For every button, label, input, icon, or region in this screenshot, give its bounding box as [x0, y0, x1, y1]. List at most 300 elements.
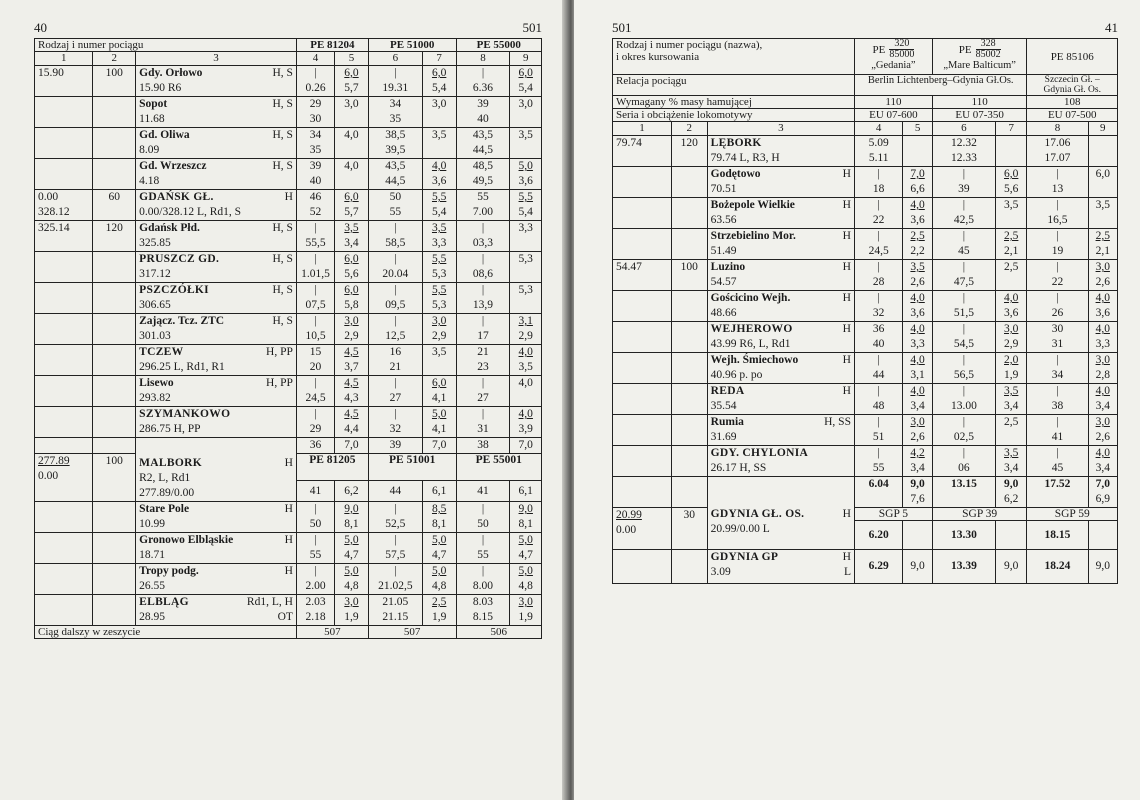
value-bottom: 3,5: [518, 361, 533, 373]
value-bottom: 57,5: [385, 549, 406, 561]
value-bottom: 3,3: [431, 237, 447, 249]
value-top: 4,5: [344, 408, 359, 420]
loco-value: EU 07-350: [932, 109, 1027, 122]
station-name: PSZCZÓŁKI: [139, 284, 209, 296]
timetable-right: [612, 38, 1118, 584]
value-bottom: 3,4: [1095, 462, 1110, 474]
time-cell: [854, 198, 902, 229]
value-bottom: 2,5: [1004, 416, 1019, 428]
left-page: [0, 0, 566, 800]
station-km: 54.57: [710, 276, 737, 288]
time-cell: [1027, 322, 1088, 353]
table-row: [35, 345, 542, 376]
speed-limit-cell: [93, 345, 136, 376]
time-cell: [368, 407, 422, 438]
station-name: Bożepole Wielkie: [710, 199, 795, 211]
loco-value: EU 07-500: [1027, 109, 1118, 122]
brake-mass-value: 110: [932, 96, 1027, 109]
speed-cell: [903, 477, 932, 508]
value-bottom: 12,5: [385, 330, 406, 342]
speed-cell: [1088, 260, 1118, 291]
value-bottom: 3,6: [518, 175, 533, 187]
speed-cell: [995, 260, 1027, 291]
station-cell: [707, 260, 854, 291]
speed-cell: [335, 407, 369, 438]
right-page: [574, 0, 1140, 800]
speed-cell: [903, 291, 932, 322]
km-cell: [35, 407, 93, 438]
train-number: PE 81205: [296, 454, 368, 481]
speed-cell: [510, 564, 542, 595]
station-name: Gościcino Wejh.: [710, 292, 791, 304]
speed-limit-cell: [93, 533, 136, 564]
station-name: Gd. Oliwa: [139, 129, 190, 141]
station-marks: H: [842, 354, 851, 366]
label-line: Rodzaj i numer pociągu (nazwa),: [616, 39, 763, 51]
value-top: 6,0: [344, 67, 359, 79]
value-bottom: 3,5: [1004, 199, 1019, 211]
value-bottom: 29: [309, 423, 322, 435]
speed-limit-cell: [93, 314, 136, 345]
station-marks: H, S: [272, 222, 293, 234]
value-top: 3,5: [344, 222, 359, 234]
station-name: MALBORK: [139, 457, 202, 469]
station-cell: [707, 136, 854, 167]
station-cell: [136, 314, 297, 345]
station-marks: L: [843, 566, 851, 578]
value-top: 50: [389, 191, 402, 203]
speed-cell: 6,1: [422, 481, 456, 502]
train-number: PE 55001: [456, 454, 541, 481]
value-top: |: [1056, 354, 1059, 366]
value-bottom: 4,7: [518, 549, 533, 561]
km-value: 20.99: [616, 509, 642, 521]
column-number: 8: [1027, 122, 1088, 136]
time-cell: [854, 136, 902, 167]
speed-cell: [422, 314, 456, 345]
value-top: |: [1056, 447, 1059, 459]
time-cell: [932, 229, 995, 260]
speed-cell: [422, 221, 456, 252]
speed-cell: [335, 66, 369, 97]
value-top: 2,5: [431, 596, 447, 608]
station-cell: [707, 550, 854, 584]
value-top: 48,5: [472, 160, 494, 172]
time-cell: [368, 252, 422, 283]
value-bottom: 3,6: [1004, 307, 1019, 319]
value-top: |: [314, 408, 317, 420]
value-top: |: [481, 222, 485, 234]
value-bottom: 52: [309, 206, 322, 218]
value-top: |: [481, 565, 485, 577]
column-number: 7: [422, 52, 456, 66]
km-value: 328.12: [38, 206, 70, 218]
value-bottom: 03,3: [472, 237, 494, 249]
value-bottom: 30: [309, 113, 322, 125]
km-cell: [35, 128, 93, 159]
value-bottom: 32: [389, 423, 402, 435]
value-top: 6,0: [344, 284, 359, 296]
table-row: [613, 384, 1118, 415]
speed-cell: [335, 221, 369, 252]
speed-limit-cell: [93, 564, 136, 595]
value-bottom: 7,6: [910, 493, 925, 505]
speed-cell: [995, 446, 1027, 477]
km-cell: [613, 508, 672, 550]
value-bottom: 5,4: [518, 82, 533, 94]
station-km: 15.90 R6: [139, 82, 182, 94]
time-cell: [456, 159, 510, 190]
value-bottom: 1,9: [431, 611, 447, 623]
value-bottom: 41: [1051, 431, 1064, 443]
speed-limit-cell: [93, 252, 136, 283]
value-top: |: [1056, 292, 1059, 304]
time-cell: [368, 376, 422, 407]
time-cell: [932, 477, 995, 508]
km-cell: [35, 595, 93, 626]
speed-cell: [995, 353, 1027, 384]
value-top: 2,5: [1004, 230, 1019, 242]
value-bottom: 2,6: [910, 276, 925, 288]
column-number: 6: [932, 122, 995, 136]
speed-cell: [903, 229, 932, 260]
value-bottom: 5,7: [344, 82, 359, 94]
value-top: |: [962, 292, 966, 304]
value-bottom: 38: [1051, 400, 1064, 412]
section-number: 501: [612, 20, 632, 35]
value-top: 6.04: [868, 478, 889, 490]
value-bottom: 3,4: [1004, 400, 1019, 412]
station-name: LĘBORK: [710, 137, 762, 149]
value-bottom: 4,1: [431, 392, 447, 404]
column-number: 5: [903, 122, 932, 136]
time-cell: [1027, 260, 1088, 291]
station-marks: H, S: [272, 160, 293, 172]
value-top: 6,0: [344, 253, 359, 265]
speed-cell: [335, 190, 369, 221]
value-bottom: 6,9: [1095, 493, 1110, 505]
speed-cell: [510, 128, 542, 159]
value-top: 5,0: [518, 565, 533, 577]
value-bottom: 19: [1051, 245, 1064, 257]
speed-limit-cell: [671, 415, 707, 446]
value-bottom: 3,5: [431, 129, 447, 141]
train-number: PE 51001: [368, 454, 456, 481]
value-top: |: [394, 534, 397, 546]
value-top: 29: [309, 98, 322, 110]
speed-cell: [903, 198, 932, 229]
time-cell: [456, 66, 510, 97]
time-cell: [296, 66, 334, 97]
value-bottom: 21.15: [382, 611, 409, 623]
value-bottom: 35: [309, 144, 322, 156]
station-cell: [707, 353, 854, 384]
time-cell: [296, 314, 334, 345]
value-top: 3,5: [431, 222, 447, 234]
km-cell: [35, 502, 93, 533]
value-top: 6,0: [518, 67, 533, 79]
time-cell: [296, 97, 334, 128]
train-prefix: PE: [872, 43, 886, 56]
speed-cell: [335, 533, 369, 564]
time-cell: [1027, 353, 1088, 384]
station-km: 293.82: [139, 392, 171, 404]
table-row: [613, 415, 1118, 446]
value-top: |: [314, 503, 317, 515]
time-cell: [932, 446, 995, 477]
value-bottom: 55: [477, 549, 489, 561]
value-top: |: [481, 284, 485, 296]
value-top: 39: [477, 98, 489, 110]
time-cell: [854, 477, 902, 508]
time-cell: [932, 167, 995, 198]
value-bottom: 40: [872, 338, 885, 350]
value-top: |: [962, 447, 966, 459]
time-cell: [368, 283, 422, 314]
time-cell: [296, 502, 334, 533]
speed-cell: [510, 533, 542, 564]
value-top: |: [962, 385, 966, 397]
time-cell: [456, 345, 510, 376]
station-name: GDYNIA GŁ. OS.: [710, 508, 805, 520]
value-bottom: 5,3: [518, 284, 533, 296]
value-bottom: 47,5: [953, 276, 974, 288]
value-bottom: 3,4: [344, 237, 359, 249]
station-name: Zającz. Tcz. ZTC: [139, 315, 225, 327]
station-name: Tropy podg.: [139, 565, 199, 577]
time-cell: [296, 564, 334, 595]
value-bottom: 8.15: [472, 611, 494, 623]
km-value: 15.90: [38, 67, 64, 79]
value-bottom: 22: [1051, 276, 1064, 288]
value-top: |: [877, 385, 880, 397]
speed-cell: [422, 128, 456, 159]
value-bottom: 5,3: [431, 299, 447, 311]
value-bottom: 12.33: [950, 152, 977, 164]
speed-limit-cell: [671, 322, 707, 353]
relation-value: Berlin Lichtenberg–Gdynia Gł.Os.: [854, 75, 1027, 96]
station-cell: [707, 415, 854, 446]
value-top: 4,0: [1004, 292, 1019, 304]
time-cell: [368, 502, 422, 533]
train-number: PE 55000: [456, 39, 541, 52]
station-marks: H, PP: [266, 346, 293, 358]
value-bottom: 5,7: [344, 206, 359, 218]
value-top: |: [314, 565, 317, 577]
station-marks: H, S: [272, 129, 293, 141]
speed-cell: 7,0: [422, 438, 456, 454]
time-cell: [368, 564, 422, 595]
time-cell: [296, 345, 334, 376]
table-row: [35, 66, 542, 97]
time-cell: [296, 407, 334, 438]
value-bottom: 3,4: [1004, 462, 1019, 474]
time-cell: [456, 314, 510, 345]
km-cell: [613, 384, 672, 415]
page-number: 41: [1105, 20, 1118, 35]
value-top: |: [962, 168, 966, 180]
time-cell: [854, 167, 902, 198]
station-km: 3.09: [710, 566, 731, 578]
value-top: 5,0: [431, 534, 447, 546]
value-top: |: [314, 222, 317, 234]
value-bottom: 13,9: [472, 299, 494, 311]
station-km: 11.68: [139, 113, 165, 125]
train-type-label: [613, 39, 855, 75]
km-cell: [613, 260, 672, 291]
value-top: 43,5: [472, 129, 494, 141]
time-cell: 18.15: [1027, 521, 1088, 550]
speed-limit-cell: [671, 229, 707, 260]
value-top: |: [481, 315, 485, 327]
km-cell: [35, 376, 93, 407]
value-top: 4,0: [1095, 447, 1110, 459]
value-top: 9,0: [518, 503, 533, 515]
km-cell: [35, 97, 93, 128]
value-top: |: [962, 230, 966, 242]
time-cell: 41: [456, 481, 510, 502]
station-km: 63.56: [710, 214, 737, 226]
speed-cell: 6,2: [335, 481, 369, 502]
value-top: 3,0: [518, 596, 533, 608]
time-cell: [932, 322, 995, 353]
station-km: 296.25 L, Rd1, R1: [139, 361, 225, 373]
value-top: |: [1056, 261, 1059, 273]
km-cell: [35, 454, 93, 502]
time-cell: [296, 159, 334, 190]
speed-cell: [422, 502, 456, 533]
time-cell: 39: [368, 438, 422, 454]
station-marks: Rd1, L, H: [246, 596, 293, 608]
value-bottom: 19.31: [382, 82, 409, 94]
loco-label: Seria i obciążenie lokomotywy: [613, 109, 855, 122]
footer-number: 506: [456, 626, 541, 639]
value-bottom: 40: [309, 175, 322, 187]
km-cell: [35, 252, 93, 283]
station-km: 8.09: [139, 144, 160, 156]
value-bottom: 5,4: [431, 82, 447, 94]
station-marks: OT: [277, 611, 293, 623]
value-bottom: 3,4: [910, 400, 925, 412]
value-bottom: 50: [477, 518, 489, 530]
time-cell: [854, 291, 902, 322]
time-cell: [1027, 167, 1088, 198]
value-top: 3,0: [910, 416, 925, 428]
value-bottom: 6,0: [1095, 168, 1110, 180]
value-bottom: 52,5: [385, 518, 406, 530]
value-bottom: 56,5: [953, 369, 974, 381]
value-top: |: [962, 416, 966, 428]
time-cell: [296, 376, 334, 407]
value-bottom: 23: [477, 361, 489, 373]
speed-cell: [995, 415, 1027, 446]
value-bottom: 08,6: [472, 268, 494, 280]
station-cell: [136, 502, 297, 533]
value-bottom: 3,6: [1095, 307, 1110, 319]
train-number: 320: [889, 39, 914, 50]
value-bottom: 48: [872, 400, 885, 412]
value-top: |: [877, 230, 880, 242]
value-bottom: 3,6: [910, 214, 925, 226]
time-cell: [456, 221, 510, 252]
table-row: [35, 190, 542, 221]
column-number: 2: [671, 122, 707, 136]
value-bottom: 6,2: [1004, 493, 1019, 505]
train-header-3: PE 85106: [1027, 39, 1118, 75]
train-header-1: [854, 39, 932, 75]
time-cell: [296, 283, 334, 314]
value-bottom: 5,4: [518, 206, 533, 218]
speed-limit-cell: [671, 167, 707, 198]
table-row: [613, 229, 1118, 260]
value-bottom: 24,5: [868, 245, 889, 257]
value-top: 3,1: [518, 315, 533, 327]
value-top: |: [877, 168, 880, 180]
value-top: 9,0: [344, 503, 359, 515]
km-cell: [613, 136, 672, 167]
value-top: 4,0: [1095, 292, 1110, 304]
table-row: [35, 221, 542, 252]
time-cell: [296, 128, 334, 159]
value-top: 43,5: [385, 160, 406, 172]
value-bottom: 2.18: [305, 611, 326, 623]
value-bottom: 1,9: [344, 611, 359, 623]
speed-limit-cell: [93, 283, 136, 314]
value-bottom: 8.00: [472, 580, 494, 592]
speed-cell: [422, 190, 456, 221]
km-cell: [35, 66, 93, 97]
speed-limit-cell: 120: [93, 221, 136, 252]
speed-cell: [422, 533, 456, 564]
value-bottom: 3,7: [344, 361, 359, 373]
value-top: |: [394, 67, 397, 79]
station-km: 306.65: [139, 299, 171, 311]
train-number: PE 81204: [296, 39, 368, 52]
station-km: 70.51: [710, 183, 737, 195]
value-top: 4,0: [910, 292, 925, 304]
sgp-label: SGP 5: [854, 508, 932, 521]
column-number: 1: [35, 52, 93, 66]
time-cell: [456, 190, 510, 221]
value-top: 5,0: [344, 534, 359, 546]
value-top: 4,5: [344, 346, 359, 358]
value-top: 3,0: [344, 596, 359, 608]
time-cell: [932, 384, 995, 415]
time-cell: 18.24: [1027, 550, 1088, 584]
value-bottom: 20.04: [382, 268, 409, 280]
value-top: 3,0: [344, 315, 359, 327]
time-cell: 41: [296, 481, 334, 502]
time-cell: [456, 407, 510, 438]
station-km: 48.66: [710, 307, 737, 319]
speed-cell: [1088, 136, 1118, 167]
speed-cell: 9,0: [995, 550, 1027, 584]
value-top: 13.15: [950, 478, 977, 490]
value-top: 9,0: [1004, 478, 1019, 490]
value-top: 21.05: [382, 596, 409, 608]
km-value: 0.00: [38, 191, 59, 203]
table-row: [35, 97, 542, 128]
station-km: 10.99: [139, 518, 166, 530]
value-bottom: 3,3: [1095, 338, 1110, 350]
speed-limit-cell: 60: [93, 190, 136, 221]
time-cell: [296, 190, 334, 221]
time-cell: [1027, 477, 1088, 508]
column-number: 9: [510, 52, 542, 66]
value-bottom: 8,1: [518, 518, 533, 530]
value-bottom: 3,1: [910, 369, 925, 381]
speed-cell: [995, 198, 1027, 229]
